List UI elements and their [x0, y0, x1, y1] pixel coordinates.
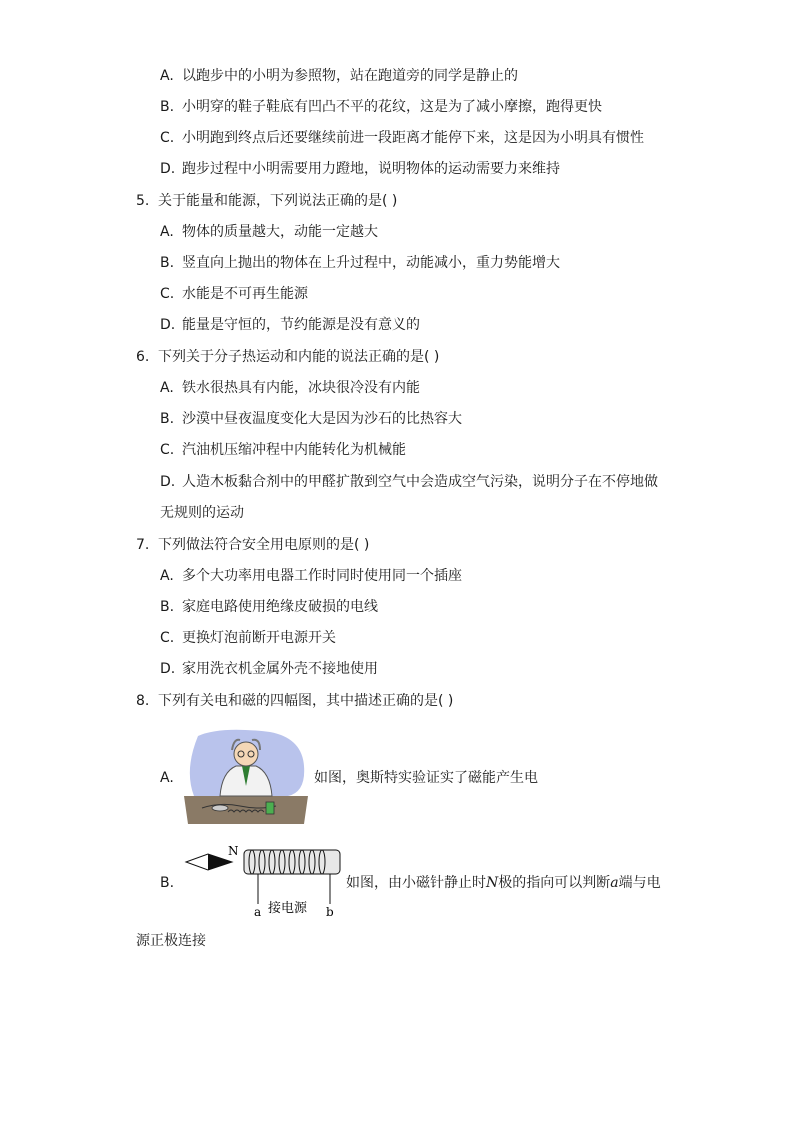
q7-option-c: C. 更换灯泡前断开电源开关: [160, 630, 336, 646]
q7-option-a: A. 多个大功率用电器工作时同时使用同一个插座: [160, 568, 462, 584]
terminal-a-label: a: [254, 905, 262, 919]
battery-icon: [266, 802, 274, 814]
q5-option-b: B. 竖直向上抛出的物体在上升过程中，动能减小，重力势能增大: [160, 255, 560, 271]
q8-option-b-label: B.: [160, 875, 175, 891]
oersted-experiment-figure: [180, 726, 310, 830]
q8-option-a-text: 如图，奥斯特实验证实了磁能产生电: [314, 770, 538, 786]
q5-option-d: D. 能量是守恒的，节约能源是没有意义的: [160, 317, 420, 333]
q8-option-b-text: 如图，由小磁针静止时N极的指向可以判断a端与电: [346, 875, 661, 891]
q6-option-c: C. 汽油机压缩冲程中内能转化为机械能: [160, 442, 406, 458]
table-surface: [184, 796, 308, 824]
q8-option-b-continuation: 源正极连接: [136, 933, 206, 949]
q6-option-d-continuation: 无规则的运动: [160, 505, 244, 521]
q8-option-a-label: A.: [160, 770, 174, 786]
q8-stem: 8. 下列有关电和磁的四幅图，其中描述正确的是( ): [136, 693, 454, 709]
q6-stem: 6. 下列关于分子热运动和内能的说法正确的是( ): [136, 349, 440, 365]
q6-option-a: A. 铁水很热具有内能，冰块很冷没有内能: [160, 380, 420, 396]
terminal-b-label: b: [326, 905, 334, 919]
solenoid-core: [244, 850, 340, 874]
north-pole-label: N: [228, 844, 239, 858]
q5-stem: 5. 关于能量和能源，下列说法正确的是( ): [136, 193, 398, 209]
power-supply-label: 接电源: [268, 901, 308, 916]
solenoid-figure: [184, 842, 344, 922]
q5-option-c: C. 水能是不可再生能源: [160, 286, 308, 302]
q6-option-b: B. 沙漠中昼夜温度变化大是因为沙石的比热容大: [160, 411, 462, 427]
q4-option-d: D. 跑步过程中小明需要用力蹬地，说明物体的运动需要力来维持: [160, 161, 560, 177]
q7-option-d: D. 家用洗衣机金属外壳不接地使用: [160, 661, 378, 677]
compass-needle-icon: [212, 805, 228, 811]
q4-option-c: C. 小明跑到终点后还要继续前进一段距离才能停下来，这是因为小明具有惯性: [160, 130, 644, 146]
q7-option-b: B. 家庭电路使用绝缘皮破损的电线: [160, 599, 378, 615]
q4-option-a: A. 以跑步中的小明为参照物，站在跑道旁的同学是静止的: [160, 68, 518, 84]
q4-option-b: B. 小明穿的鞋子鞋底有凹凸不平的花纹，这是为了减小摩擦，跑得更快: [160, 99, 602, 115]
q7-stem: 7. 下列做法符合安全用电原则的是( ): [136, 537, 370, 553]
q5-option-a: A. 物体的质量越大，动能一定越大: [160, 224, 378, 240]
q6-option-d: D. 人造木板黏合剂中的甲醛扩散到空气中会造成空气污染，说明分子在不停地做: [160, 474, 658, 490]
